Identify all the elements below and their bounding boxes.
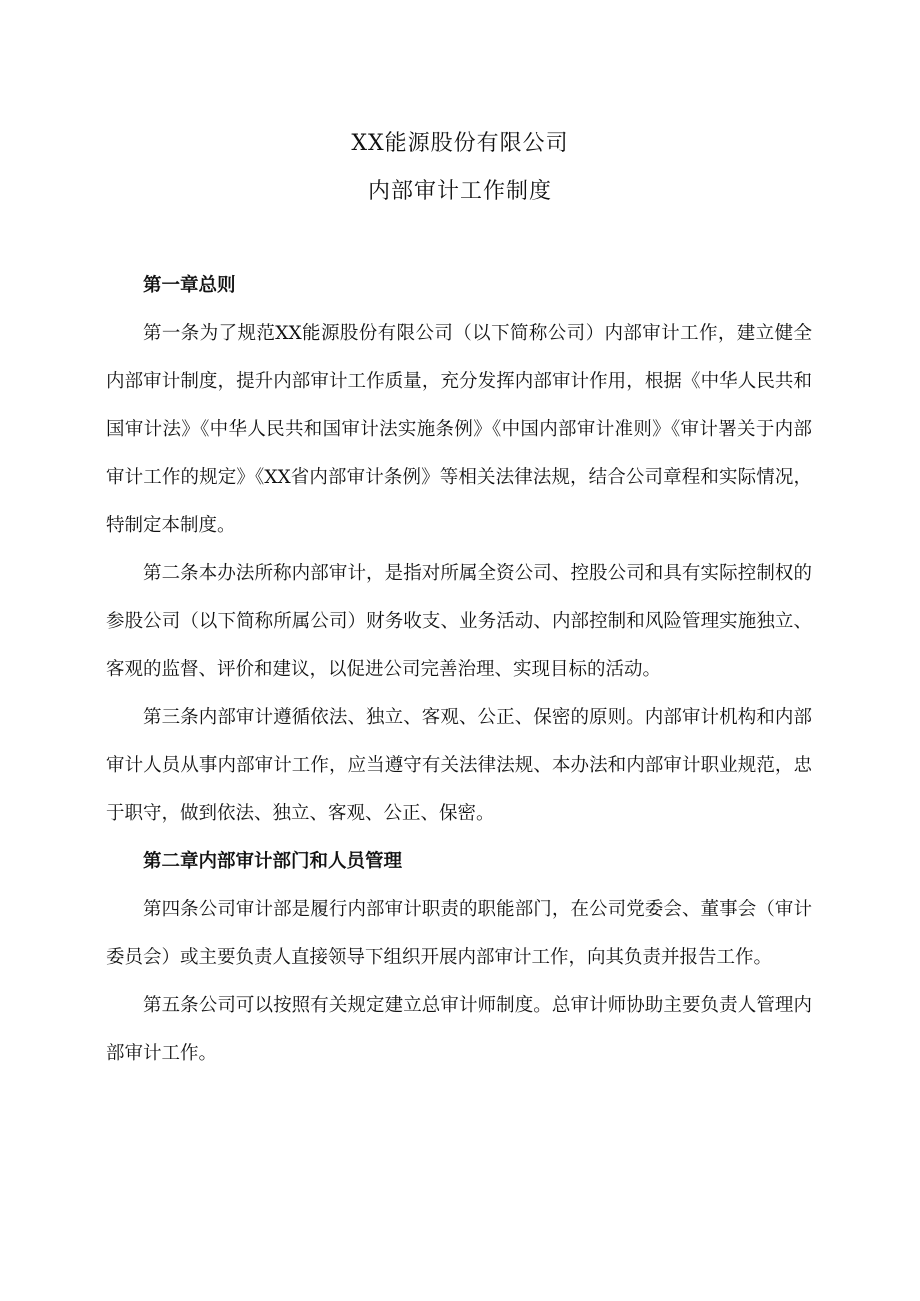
article-4: 第四条公司审计部是履行内部审计职责的职能部门，在公司党委会、董事会（审计委员会）或主要负责人直接领导下组织开展内部审计工作，向其负责并报告工作。 — [106, 899, 812, 968]
article-1: 第一条为了规范XX能源股份有限公司（以下简称公司）内部审计工作，建立健全内部审计制度，提升内部审计工作质量，充分发挥内部审计作用，根据《中华人民共和国审计法》《中华人民共和国审计法实施条例》《中国内部审计准则》《审计署关于内部审计工作的规定》《XX省内部审计条例》等相关法律法规，结合公司章程和实际情况，特制定本制度。 — [106, 323, 812, 536]
article-5: 第五条公司可以按照有关规定建立总审计师制度。总审计师协助主要负责人管理内部审计工作。 — [106, 995, 812, 1064]
article-3: 第三条内部审计遵循依法、独立、客观、公正、保密的原则。内部审计机构和内部审计人员从事内部审计工作，应当遵守有关法律法规、本办法和内部审计职业规范，忠于职守，做到依法、独立、客观、公正、保密。 — [106, 707, 812, 824]
chapter-heading-2: 第二章内部审计部门和人员管理 — [143, 851, 403, 872]
company-title: XX能源股份有限公司 — [351, 131, 569, 156]
document-title: 内部审计工作制度 — [367, 179, 552, 204]
document-body — [106, 262, 812, 1078]
article-2: 第二条本办法所称内部审计，是指对所属全资公司、控股公司和具有实际控制权的参股公司（以下简称所属公司）财务收支、业务活动、内部控制和风险管理实施独立、客观的监督、评价和建议，以促进公司完善治理、实现目标的活动。 — [106, 563, 812, 680]
chapter-heading-1: 第一章总则 — [143, 275, 236, 296]
